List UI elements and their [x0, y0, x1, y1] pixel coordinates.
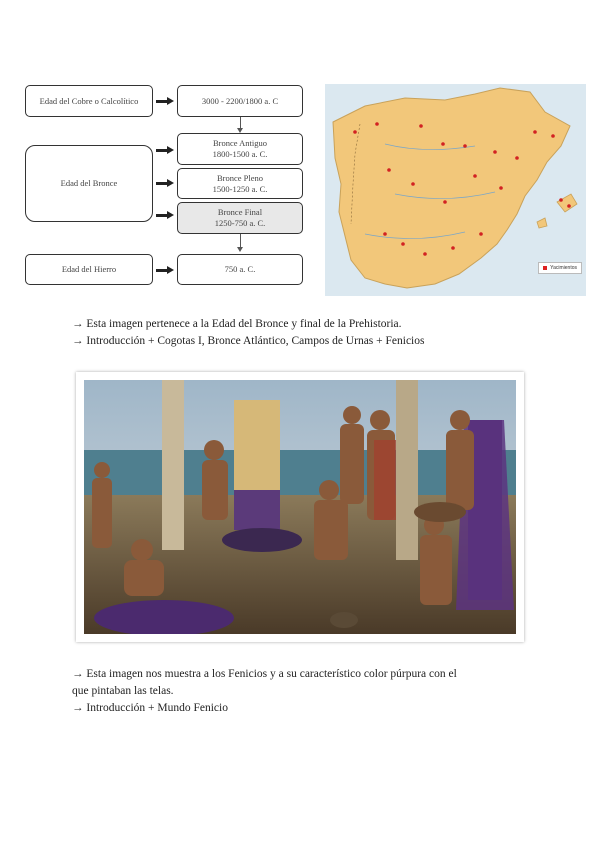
box-edad-cobre-label: Edad del Cobre o Calcolítico [39, 95, 139, 106]
caption-map [72, 316, 542, 350]
arrow-right-icon [156, 180, 174, 186]
caption-painting-line-3: → Introducción + Mundo Fenicio [72, 702, 228, 714]
bronce-final-date: 1250-750 a. C. [214, 218, 266, 228]
box-edad-bronce-label: Edad del Bronce [60, 178, 118, 189]
box-bronce-pleno [177, 168, 303, 199]
marker-icon [543, 266, 547, 270]
box-hierro-date-label: 750 a. C. [224, 264, 256, 275]
caption-map-line-1: → Esta imagen pertenece a la Edad del Bronce y final de la Prehistoria. [72, 318, 402, 330]
iberian-map [325, 84, 586, 296]
caption-map-line-2: → Introducción + Cogotas I, Bronce Atlántico, Campos de Urnas + Fenicios [72, 335, 425, 347]
arrow-down-icon [237, 247, 243, 252]
caption-painting [72, 666, 542, 717]
bronce-final-name: Bronce Final [217, 207, 263, 218]
painting-graphic [84, 380, 516, 634]
box-edad-hierro [25, 254, 153, 285]
arrow-right-icon [156, 212, 174, 218]
bronce-antiguo-name: Bronce Antiguo [212, 138, 268, 149]
box-cobre-date-label: 3000 - 2200/1800 a. C [201, 95, 279, 106]
caption-painting-line-2: que pintaban las telas. [72, 685, 174, 697]
box-hierro-date [177, 254, 303, 285]
box-edad-hierro-label: Edad del Hierro [61, 264, 117, 275]
arrow-right-icon [156, 98, 174, 104]
bronce-pleno-name: Bronce Pleno [216, 172, 264, 183]
ages-diagram [0, 0, 320, 300]
bronce-pleno-date: 1500-1250 a. C. [212, 183, 268, 194]
map-legend-label: Yacimientos [550, 265, 577, 271]
painting-frame [76, 372, 524, 642]
box-bronce-antiguo [177, 133, 303, 165]
arrow-right-icon [156, 147, 174, 153]
phoenician-dyeing-painting [84, 380, 516, 634]
map-legend [538, 262, 582, 274]
box-bronce-final [177, 202, 303, 234]
connector-line [240, 234, 241, 248]
bronce-antiguo-date: 1800-1500 a. C. [212, 149, 268, 159]
box-edad-bronce [25, 145, 153, 222]
caption-painting-line-1: → Esta imagen nos muestra a los Fenicios y a su característico color púrpura con el [72, 668, 457, 680]
box-cobre-date [177, 85, 303, 117]
arrow-right-icon [156, 267, 174, 273]
box-edad-cobre [25, 85, 153, 117]
